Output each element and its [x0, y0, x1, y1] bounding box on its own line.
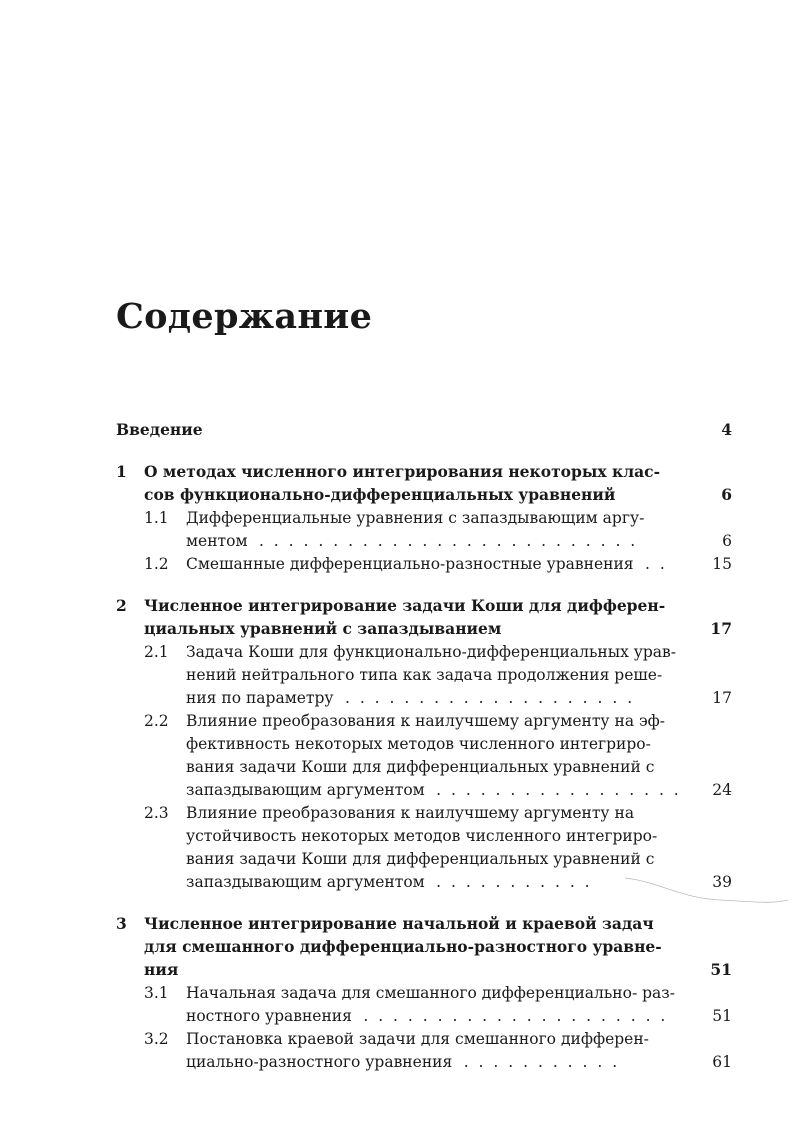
toc-section-title-line: Дифференциальные уравнения с запаздывающим аргу- — [186, 509, 645, 527]
toc-section-number: 1.1 — [144, 509, 169, 527]
leader-dots: . . . . . . . . . . . — [456, 1053, 620, 1071]
toc-chapter-page: 17 — [710, 619, 732, 638]
toc-section-title-line: устойчивость некоторых методов численного интегриро- — [186, 827, 658, 845]
toc-section-number: 2.3 — [144, 804, 169, 822]
toc-chapter-title-line: для смешанного дифференциально-разностного уравне- — [144, 937, 662, 956]
toc-section-title-line: Влияние преобразования к наилучшему аргументу на эф- — [186, 712, 666, 730]
toc-section-title-line: Смешанные дифференциально-разностные уравнения — [186, 555, 634, 573]
toc-chapter-title-line: сов функционально-дифференциальных уравнений — [144, 485, 616, 504]
toc-chapter-title-line: О методах численного интегрирования некоторых клас- — [144, 462, 661, 481]
toc-section-page: 17 — [712, 689, 732, 707]
leader-dots: . . . . . . . . . . . — [428, 873, 593, 891]
toc-section-title-line: вания задачи Коши для дифференциальных уравнений с — [186, 850, 655, 868]
toc-chapter-page: 6 — [721, 485, 732, 504]
toc-section-page: 15 — [712, 555, 732, 573]
toc-section-title-line: Задача Коши для функционально-дифференциальных урав- — [186, 643, 676, 661]
toc-section-page: 24 — [712, 781, 732, 799]
leader-dots: . . . . . . . . . . . . . . . . . . . . — [337, 689, 635, 707]
toc-chapter-title-line: циальных уравнений с запаздыванием — [144, 619, 502, 638]
toc-section-number: 2.2 — [144, 712, 169, 730]
toc-chapter-title-line: ния — [144, 960, 179, 979]
toc-section-title-line: запаздывающим аргументом — [186, 873, 425, 891]
toc-section-title-line: циально-разностного уравнения — [186, 1053, 453, 1071]
toc-section-title-line: Влияние преобразования к наилучшему аргументу на — [186, 804, 635, 822]
toc-chapter-number: 1 — [116, 462, 127, 481]
toc-section-title-line: фективность некоторых методов численного интегриро- — [186, 735, 651, 753]
toc-section-number: 2.1 — [144, 643, 169, 661]
toc-chapter-title-line: Численное интегрирование начальной и краевой задач — [144, 914, 654, 933]
toc-section-title-line: ностного уравнения — [186, 1007, 352, 1025]
page-title: Содержание — [116, 296, 373, 337]
toc-intro-page: 4 — [721, 420, 732, 439]
toc-section-title-line: запаздывающим аргументом — [186, 781, 425, 799]
toc-chapter-number: 2 — [116, 596, 127, 615]
pencil-mark-decoration — [620, 870, 790, 910]
toc-section-page: 6 — [722, 532, 732, 550]
toc-chapter-number: 3 — [116, 914, 127, 933]
toc-section-title-line: ния по параметру — [186, 689, 334, 707]
toc-section-page: 39 — [712, 873, 732, 891]
toc-section-page: 61 — [712, 1053, 732, 1071]
toc-section-title-line: нений нейтрального типа как задача продолжения реше- — [186, 666, 663, 684]
toc-section-title-line: ментом — [186, 532, 248, 550]
toc-section-title-line: Постановка краевой задачи для смешанного дифферен- — [186, 1030, 649, 1048]
toc-chapter-page: 51 — [710, 960, 732, 979]
toc-section-title-line: вания задачи Коши для дифференциальных уравнений с — [186, 758, 655, 776]
toc-intro-title: Введение — [116, 420, 203, 439]
leader-dots: . . . . . . . . . . . . . . . . . . . . . . . . . . — [251, 532, 638, 550]
leader-dots: . . . . . . . . . . . . . . . . . — [428, 781, 682, 799]
toc-section-number: 3.2 — [144, 1030, 169, 1048]
toc-section-number: 3.1 — [144, 984, 169, 1002]
leader-dots: . . . . . . . . . . . . . . . . . . . . . — [355, 1007, 668, 1025]
toc-section-page: 51 — [712, 1007, 732, 1025]
toc-chapter-title-line: Численное интегрирование задачи Коши для дифферен- — [144, 596, 666, 615]
toc-section-title-line: Начальная задача для смешанного дифференциально- раз- — [186, 984, 675, 1002]
leader-dots: . . — [637, 555, 668, 573]
toc-section-number: 1.2 — [144, 555, 169, 573]
